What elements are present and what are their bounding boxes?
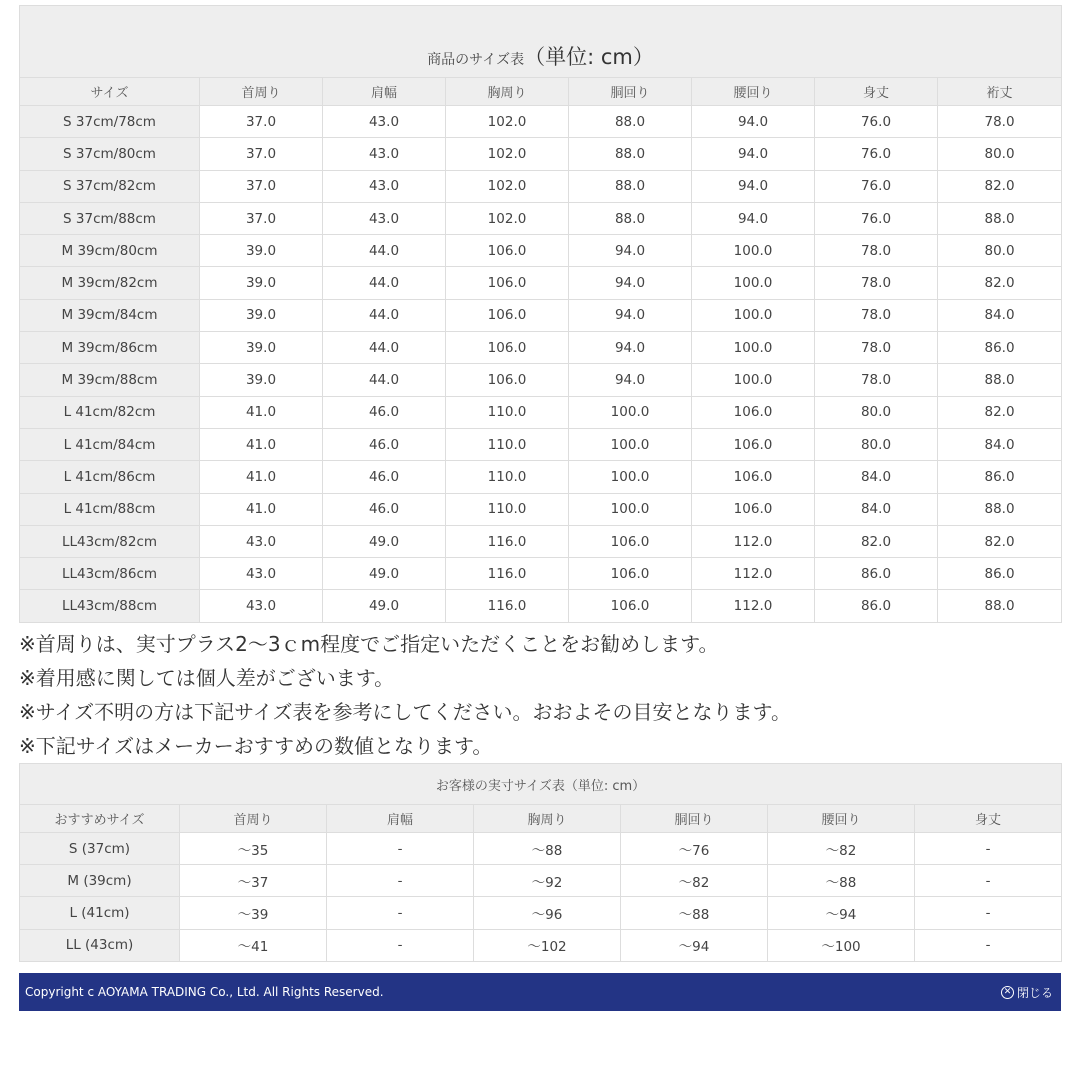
size-table-row <box>20 267 1062 299</box>
footer-bar <box>19 973 1061 1011</box>
size-table-cell: 94.0 <box>692 202 815 234</box>
size-table-column-header: 腰回り <box>692 78 815 106</box>
note-fit: ※着用感に関しては個人差がございます。 <box>19 666 395 690</box>
size-table-cell: 43.0 <box>323 170 446 202</box>
size-table-cell: 82.0 <box>938 170 1062 202</box>
size-table-cell: 88.0 <box>569 106 692 138</box>
size-table-cell: 112.0 <box>692 525 815 557</box>
size-table-cell: 37.0 <box>200 138 323 170</box>
size-table-cell: 100.0 <box>692 364 815 396</box>
size-table-cell: 88.0 <box>938 364 1062 396</box>
size-table-cell: 106.0 <box>446 299 569 331</box>
customer-table-column-header: 身丈 <box>915 805 1062 833</box>
customer-table-cell: 〜94 <box>768 897 915 929</box>
size-table-cell: 88.0 <box>569 170 692 202</box>
size-table-cell: 100.0 <box>569 493 692 525</box>
size-table-cell: 88.0 <box>938 202 1062 234</box>
size-table-title: 商品のサイズ表 <box>427 52 525 68</box>
size-table-cell: 82.0 <box>938 396 1062 428</box>
size-table-cell: 110.0 <box>446 428 569 460</box>
size-table-cell: 43.0 <box>323 106 446 138</box>
size-table-body <box>20 106 1062 623</box>
size-table-cell: 106.0 <box>446 332 569 364</box>
close-icon[interactable]: ✕ <box>1001 986 1014 999</box>
size-table-cell: 88.0 <box>938 590 1062 622</box>
customer-table-cell: - <box>327 897 474 929</box>
size-table-cell: 39.0 <box>200 235 323 267</box>
size-table-cell: 44.0 <box>323 267 446 299</box>
customer-table-cell: 〜82 <box>621 865 768 897</box>
size-table-cell: 46.0 <box>323 493 446 525</box>
size-table-cell: 88.0 <box>569 138 692 170</box>
size-table-cell: 49.0 <box>323 558 446 590</box>
customer-table-cell: - <box>327 833 474 865</box>
customer-table-row <box>20 929 1062 961</box>
note-maker-recommend: ※下記サイズはメーカーおすすめの数値となります。 <box>19 734 493 758</box>
size-table-cell: 116.0 <box>446 525 569 557</box>
size-table-row-label: M 39cm/82cm <box>20 267 200 299</box>
close-button[interactable] <box>1001 984 1053 1001</box>
size-table-cell: 94.0 <box>692 106 815 138</box>
size-table-cell: 44.0 <box>323 235 446 267</box>
size-table-cell: 88.0 <box>569 202 692 234</box>
size-table-row <box>20 590 1062 622</box>
size-table-cell: 41.0 <box>200 493 323 525</box>
customer-table-cell: 〜39 <box>180 897 327 929</box>
size-table-row <box>20 525 1062 557</box>
customer-table-cell: 〜76 <box>621 833 768 865</box>
size-table-row <box>20 461 1062 493</box>
size-table-row <box>20 235 1062 267</box>
size-table-row-label: LL43cm/82cm <box>20 525 200 557</box>
size-table-row-label: S 37cm/88cm <box>20 202 200 234</box>
size-table-row-label: M 39cm/88cm <box>20 364 200 396</box>
size-table-cell: 110.0 <box>446 396 569 428</box>
size-table-cell: 76.0 <box>815 138 938 170</box>
size-table-cell: 43.0 <box>200 590 323 622</box>
size-table-row-label: L 41cm/86cm <box>20 461 200 493</box>
customer-table-cell: 〜102 <box>474 929 621 961</box>
customer-table-title: お客様の実寸サイズ表（単位: cm） <box>20 764 1062 805</box>
size-table-cell: 100.0 <box>692 267 815 299</box>
size-table-cell: 78.0 <box>815 235 938 267</box>
size-table-cell: 106.0 <box>692 493 815 525</box>
customer-table-row <box>20 897 1062 929</box>
size-table-header <box>20 78 1062 106</box>
size-table-cell: 110.0 <box>446 461 569 493</box>
size-table <box>19 5 1062 623</box>
customer-table-cell: 〜92 <box>474 865 621 897</box>
close-label[interactable]: 閉じる <box>1016 985 1053 1000</box>
size-table-cell: 82.0 <box>938 525 1062 557</box>
size-table-cell: 102.0 <box>446 106 569 138</box>
size-table-cell: 39.0 <box>200 364 323 396</box>
size-table-cell: 100.0 <box>692 235 815 267</box>
size-table-cell: 94.0 <box>569 267 692 299</box>
customer-table-cell: 〜35 <box>180 833 327 865</box>
customer-table-column-header: 腰回り <box>768 805 915 833</box>
copyright-text: Copyright c AOYAMA TRADING Co., Ltd. All Rights Reserved. <box>25 985 384 999</box>
customer-table-cell: - <box>327 865 474 897</box>
size-table-column-header: 肩幅 <box>323 78 446 106</box>
size-table-column-header: サイズ <box>20 78 200 106</box>
size-table-row-label: L 41cm/88cm <box>20 493 200 525</box>
customer-table-row-label: M (39cm) <box>20 865 180 897</box>
size-table-cell: 86.0 <box>815 558 938 590</box>
size-table-unit: （単位: cm） <box>524 45 654 69</box>
size-table-row <box>20 428 1062 460</box>
customer-table-cell: 〜82 <box>768 833 915 865</box>
size-table-cell: 39.0 <box>200 299 323 331</box>
size-table-cell: 80.0 <box>938 235 1062 267</box>
size-table-cell: 44.0 <box>323 299 446 331</box>
size-table-cell: 112.0 <box>692 590 815 622</box>
customer-table-column-header: 胴回り <box>621 805 768 833</box>
customer-table-cell: - <box>327 929 474 961</box>
customer-table-cell: - <box>915 865 1062 897</box>
customer-table-cell: 〜37 <box>180 865 327 897</box>
size-table-row <box>20 170 1062 202</box>
size-table-cell: 110.0 <box>446 493 569 525</box>
customer-table-column-header: 胸周り <box>474 805 621 833</box>
customer-table-cell: - <box>915 833 1062 865</box>
customer-table-body <box>20 833 1062 962</box>
size-table-column-header: 胴回り <box>569 78 692 106</box>
size-table-cell: 94.0 <box>569 299 692 331</box>
customer-table-cell: 〜41 <box>180 929 327 961</box>
size-table-row-label: M 39cm/86cm <box>20 332 200 364</box>
size-table-cell: 94.0 <box>569 364 692 396</box>
size-table-cell: 94.0 <box>569 235 692 267</box>
size-table-column-header: 身丈 <box>815 78 938 106</box>
size-table-row <box>20 364 1062 396</box>
size-table-cell: 106.0 <box>569 590 692 622</box>
customer-table-cell: 〜96 <box>474 897 621 929</box>
size-table-cell: 106.0 <box>446 364 569 396</box>
size-table-row-label: LL43cm/88cm <box>20 590 200 622</box>
size-table-cell: 78.0 <box>815 299 938 331</box>
size-table-cell: 78.0 <box>815 364 938 396</box>
size-table-cell: 49.0 <box>323 525 446 557</box>
size-table-row-label: L 41cm/82cm <box>20 396 200 428</box>
customer-table-cell: 〜94 <box>621 929 768 961</box>
customer-table-cell: 〜88 <box>621 897 768 929</box>
size-table-cell: 84.0 <box>815 493 938 525</box>
size-table-cell: 78.0 <box>815 267 938 299</box>
size-table-cell: 43.0 <box>200 558 323 590</box>
size-table-row <box>20 493 1062 525</box>
customer-table-cell: - <box>915 897 1062 929</box>
size-table-row <box>20 138 1062 170</box>
size-table-cell: 86.0 <box>938 558 1062 590</box>
size-table-row <box>20 558 1062 590</box>
size-table-row-label: S 37cm/78cm <box>20 106 200 138</box>
size-table-row-label: M 39cm/84cm <box>20 299 200 331</box>
size-table-cell: 41.0 <box>200 428 323 460</box>
size-table-cell: 82.0 <box>938 267 1062 299</box>
size-table-cell: 80.0 <box>815 396 938 428</box>
customer-table-row-label: LL (43cm) <box>20 929 180 961</box>
size-table-cell: 46.0 <box>323 428 446 460</box>
size-table-cell: 43.0 <box>323 202 446 234</box>
size-table-cell: 100.0 <box>569 428 692 460</box>
size-table-cell: 80.0 <box>938 138 1062 170</box>
size-table-cell: 78.0 <box>938 106 1062 138</box>
customer-table-row-label: L (41cm) <box>20 897 180 929</box>
notes <box>19 627 1069 763</box>
size-table-cell: 37.0 <box>200 202 323 234</box>
size-table-column-header: 裄丈 <box>938 78 1062 106</box>
size-table-cell: 46.0 <box>323 461 446 493</box>
size-table-cell: 86.0 <box>938 332 1062 364</box>
size-table-cell: 84.0 <box>938 299 1062 331</box>
note-neck: ※首周りは、実寸プラス2〜3ｃm程度でご指定いただくことをお勧めします。 <box>19 632 719 656</box>
size-table-cell: 82.0 <box>815 525 938 557</box>
customer-table-cell: 〜88 <box>768 865 915 897</box>
size-table-cell: 94.0 <box>569 332 692 364</box>
size-table-cell: 86.0 <box>815 590 938 622</box>
customer-table-row <box>20 865 1062 897</box>
size-table-row-label: M 39cm/80cm <box>20 235 200 267</box>
size-table-cell: 39.0 <box>200 332 323 364</box>
size-table-cell: 41.0 <box>200 461 323 493</box>
size-table-cell: 112.0 <box>692 558 815 590</box>
size-table-cell: 78.0 <box>815 332 938 364</box>
size-table-caption <box>20 6 1062 78</box>
size-table-cell: 94.0 <box>692 170 815 202</box>
size-table-row-label: S 37cm/82cm <box>20 170 200 202</box>
customer-size-table <box>19 763 1062 962</box>
size-table-row <box>20 299 1062 331</box>
customer-table-cell: 〜100 <box>768 929 915 961</box>
size-table-cell: 41.0 <box>200 396 323 428</box>
size-table-cell: 37.0 <box>200 106 323 138</box>
customer-table-column-header: 肩幅 <box>327 805 474 833</box>
size-table-cell: 46.0 <box>323 396 446 428</box>
size-table-column-header: 胸周り <box>446 78 569 106</box>
customer-table-cell: - <box>915 929 1062 961</box>
size-table-cell: 102.0 <box>446 202 569 234</box>
size-table-row-label: LL43cm/86cm <box>20 558 200 590</box>
size-table-cell: 100.0 <box>692 299 815 331</box>
size-table-cell: 106.0 <box>692 428 815 460</box>
customer-table-row <box>20 833 1062 865</box>
size-table-row-label: L 41cm/84cm <box>20 428 200 460</box>
size-table-cell: 116.0 <box>446 558 569 590</box>
size-table-cell: 44.0 <box>323 364 446 396</box>
size-table-cell: 84.0 <box>815 461 938 493</box>
size-table-cell: 76.0 <box>815 202 938 234</box>
customer-table-cell: 〜88 <box>474 833 621 865</box>
size-table-cell: 88.0 <box>938 493 1062 525</box>
size-table-row <box>20 106 1062 138</box>
size-table-cell: 43.0 <box>200 525 323 557</box>
size-table-cell: 44.0 <box>323 332 446 364</box>
customer-table-column-header: 首周り <box>180 805 327 833</box>
size-table-cell: 80.0 <box>815 428 938 460</box>
size-table-cell: 106.0 <box>692 396 815 428</box>
size-table-cell: 86.0 <box>938 461 1062 493</box>
size-table-cell: 106.0 <box>692 461 815 493</box>
customer-table-header <box>20 805 1062 833</box>
size-table-cell: 106.0 <box>446 235 569 267</box>
size-table-cell: 116.0 <box>446 590 569 622</box>
size-table-cell: 76.0 <box>815 106 938 138</box>
size-table-column-header: 首周り <box>200 78 323 106</box>
size-table-cell: 43.0 <box>323 138 446 170</box>
size-table-cell: 100.0 <box>569 461 692 493</box>
size-table-cell: 106.0 <box>569 558 692 590</box>
size-table-cell: 102.0 <box>446 170 569 202</box>
size-table-cell: 94.0 <box>692 138 815 170</box>
size-table-cell: 76.0 <box>815 170 938 202</box>
size-table-row-label: S 37cm/80cm <box>20 138 200 170</box>
size-table-cell: 39.0 <box>200 267 323 299</box>
size-table-cell: 100.0 <box>569 396 692 428</box>
size-table-cell: 106.0 <box>446 267 569 299</box>
size-table-cell: 49.0 <box>323 590 446 622</box>
size-table-row <box>20 332 1062 364</box>
customer-table-column-header: おすすめサイズ <box>20 805 180 833</box>
size-table-cell: 37.0 <box>200 170 323 202</box>
size-table-cell: 106.0 <box>569 525 692 557</box>
customer-table-row-label: S (37cm) <box>20 833 180 865</box>
size-table-row <box>20 396 1062 428</box>
size-table-cell: 100.0 <box>692 332 815 364</box>
size-table-cell: 102.0 <box>446 138 569 170</box>
size-table-cell: 84.0 <box>938 428 1062 460</box>
note-unknown-size: ※サイズ不明の方は下記サイズ表を参考にしてください。おおよその目安となります。 <box>19 700 791 724</box>
size-table-row <box>20 202 1062 234</box>
